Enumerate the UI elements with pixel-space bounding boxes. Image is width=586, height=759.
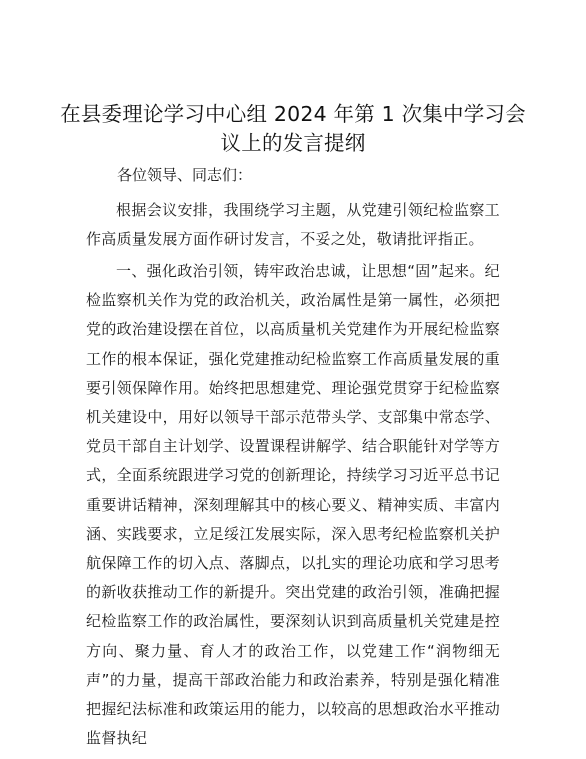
paragraph-intro: 根据会议安排，我围绕学习主题，从党建引领纪检监察工作高质量发展方面作研讨发言，不妥之处，敬请批评指正。 bbox=[86, 201, 500, 249]
document-title: 在县委理论学习中心组 2024 年第 1 次集中学习会议上的发言提纲 bbox=[60, 102, 526, 155]
salutation: 各位领导、同志们： bbox=[117, 166, 253, 184]
paragraph-section-one: 一、强化政治引领，铸牢政治忠诚，让思想“固”起来。纪检监察机关作为党的政治机关，政治属性是第一属性，必须把党的政治建设摆在首位，以高质量机关党建作为开展纪检监察工作的根本保证，强化党建推动纪检监察工作高质量发展的重要引领保障作用。始终把思想建党、理论强党贯穿于纪检监察机关建设中，用好以领导干部示范带头学、支部集中常态学、党员干部自主计划学、设置课程讲解学、结合职能针对学等方式，全面系统跟进学习党的创新理论，持续学习习近平总书记重要讲话精神，深刻理解其中的核心要义、精神实质、丰富内涵、实践要求，立足绥江发展实际，深入思考纪检监察机关护航保障工作的切入点、落脚点，以扎实的理论功底和学习思考的新收获推动工作的新提升。突出党建的政治引领，准确把握纪检监察工作的政治属性，要深刻认识到高质量机关党建是控方向、聚力量、育人才的政治工作，以党建工作“润物细无声”的力量，提高干部政治能力和政治素养，特别是强化精准把握纪法标准和政策运用的能力，以较高的思想政治水平推动监督执纪 bbox=[86, 262, 500, 748]
